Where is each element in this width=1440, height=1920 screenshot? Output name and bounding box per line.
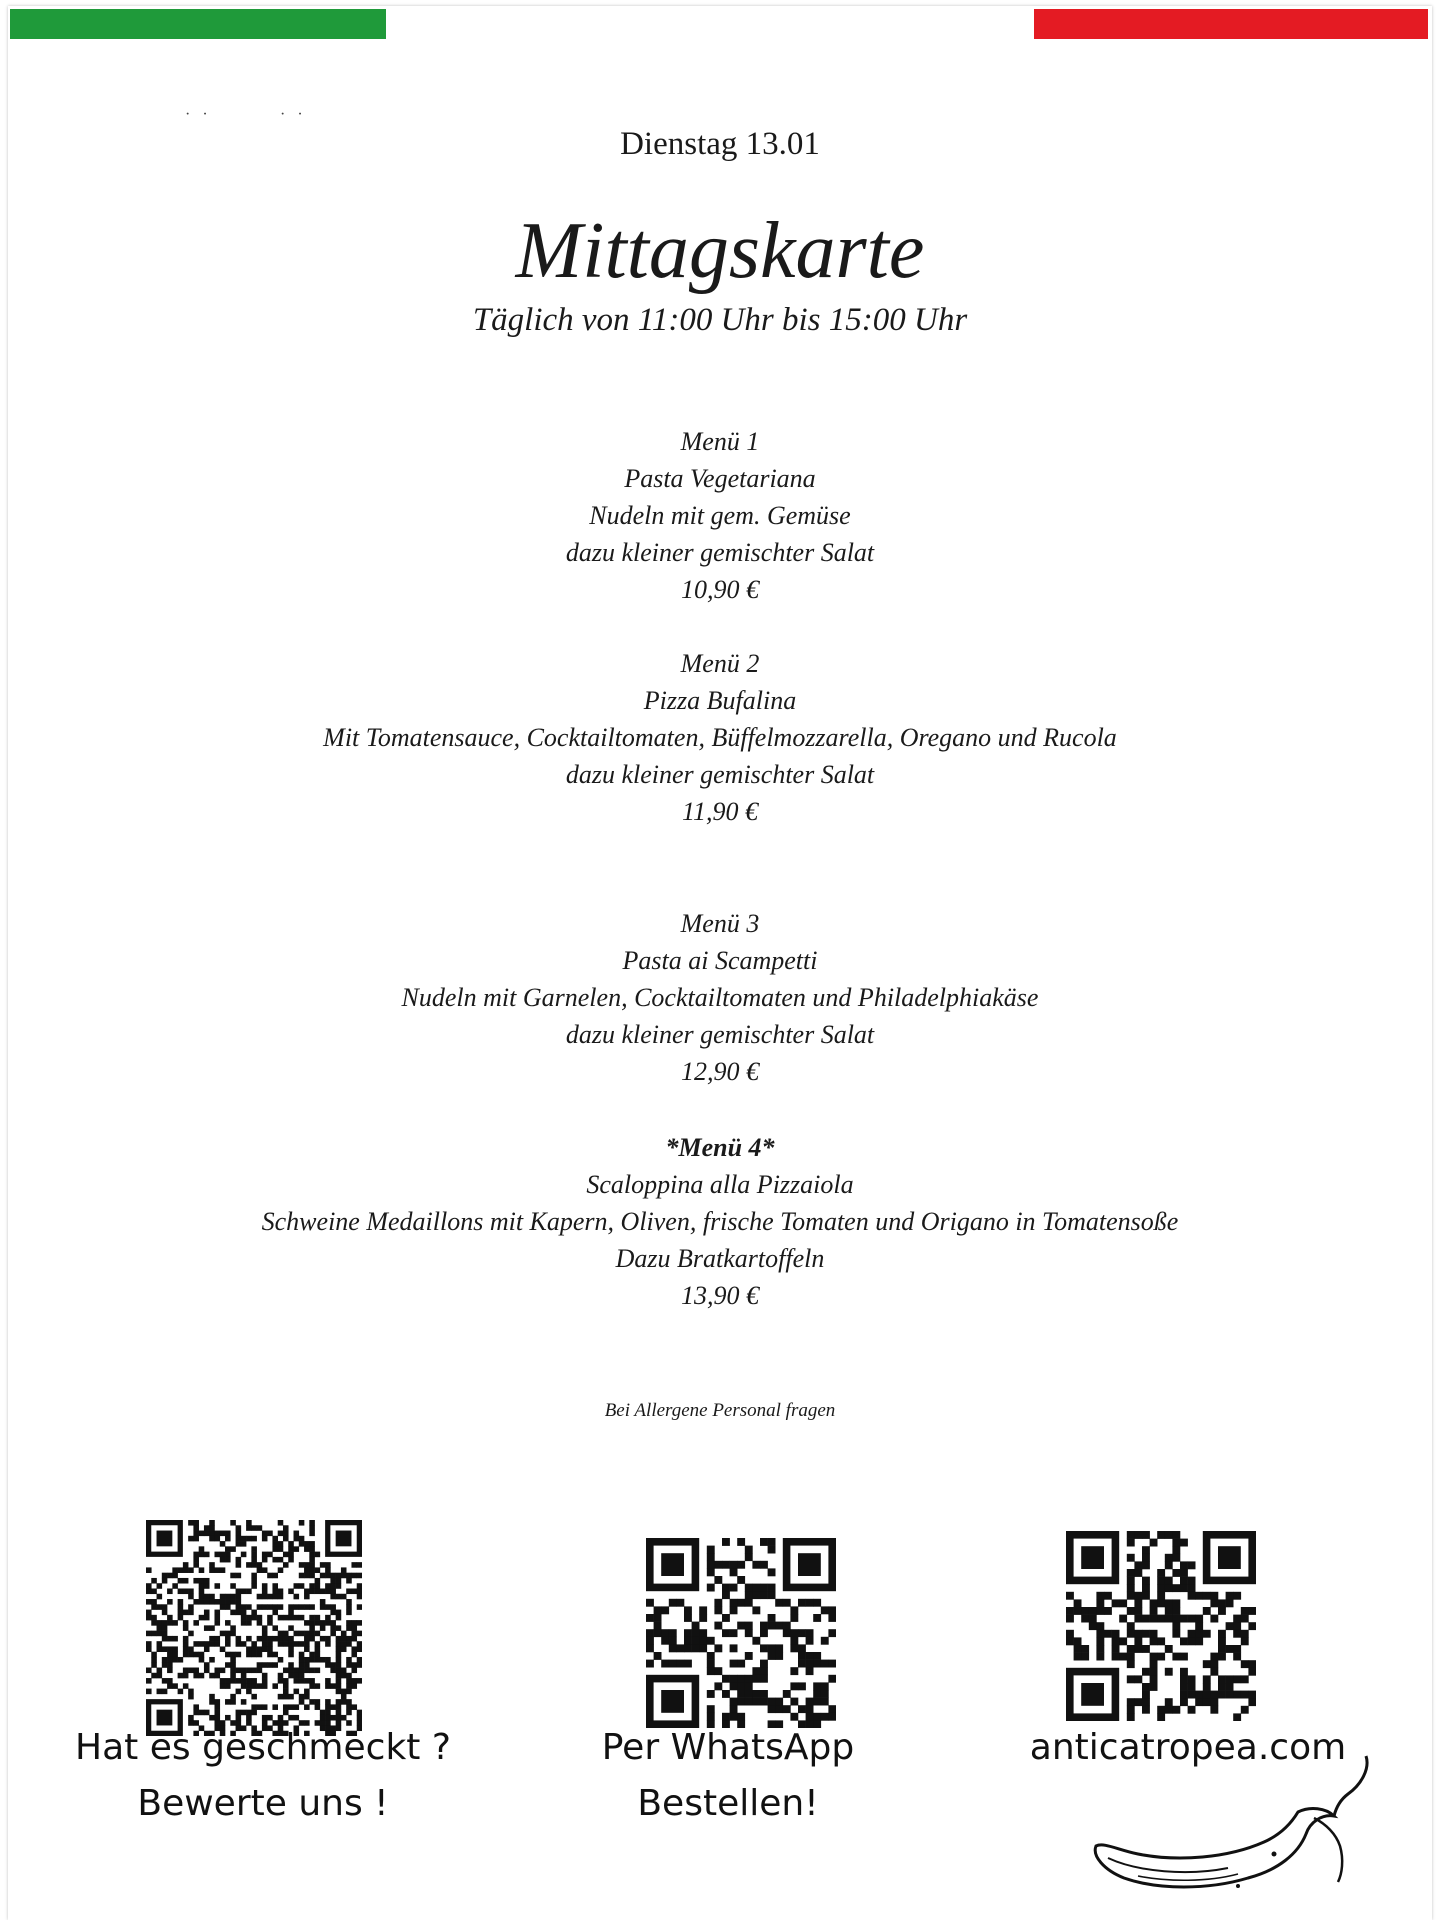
whatsapp-qr-code-icon[interactable] xyxy=(646,1538,836,1728)
review-qr-code-icon[interactable] xyxy=(146,1520,362,1736)
menu-label: Menü 1 xyxy=(680,427,760,456)
menu-item-3 xyxy=(8,905,1432,1090)
menu-item-2 xyxy=(8,645,1432,830)
menu-price: 11,90 € xyxy=(681,797,759,826)
website-link[interactable]: anticatropea.com xyxy=(1029,1727,1347,1768)
menu-label: Menü 3 xyxy=(680,909,760,938)
allergy-note: Bei Allergene Personal fragen xyxy=(604,1400,836,1421)
website-qr-code-icon[interactable] xyxy=(1066,1531,1256,1721)
menu-dish-name: Pasta ai Scampetti xyxy=(622,946,818,975)
menu-side: dazu kleiner gemischter Salat xyxy=(565,760,875,789)
menu-description: Schweine Medaillons mit Kapern, Oliven, frische Tomaten und Origano in Tomatensoße xyxy=(261,1207,1179,1236)
menu-page xyxy=(8,6,1432,1920)
menu-label: *Menü 4* xyxy=(665,1133,775,1162)
menu-price: 13,90 € xyxy=(681,1281,759,1310)
menu-date: Dienstag 13.01 xyxy=(620,126,820,162)
menu-side: Dazu Bratkartoffeln xyxy=(615,1244,825,1273)
menu-dish-name: Scaloppina alla Pizzaiola xyxy=(586,1170,854,1199)
menu-price: 10,90 € xyxy=(681,575,759,604)
menu-price: 12,90 € xyxy=(681,1057,759,1086)
decorative-dots-right: · · xyxy=(280,106,307,123)
menu-item-1 xyxy=(8,423,1432,608)
whatsapp-line-2: Bestellen! xyxy=(637,1783,819,1824)
flag-green-bar xyxy=(10,9,386,39)
menu-side: dazu kleiner gemischter Salat xyxy=(565,538,875,567)
menu-description: Nudeln mit gem. Gemüse xyxy=(589,501,851,530)
menu-dish-name: Pizza Bufalina xyxy=(643,686,797,715)
review-line-1: Hat es geschmeckt ? xyxy=(75,1727,451,1768)
decorative-dots-left: · · xyxy=(185,106,212,123)
menu-description: Nudeln mit Garnelen, Cocktailtomaten und Philadelphiakäse xyxy=(401,983,1039,1012)
menu-dish-name: Pasta Vegetariana xyxy=(624,464,816,493)
flag-red-bar xyxy=(1034,9,1428,39)
menu-description: Mit Tomatensauce, Cocktailtomaten, Büffelmozzarella, Oregano und Rucola xyxy=(323,723,1117,752)
whatsapp-caption xyxy=(548,1720,908,1832)
menu-side: dazu kleiner gemischter Salat xyxy=(565,1020,875,1049)
whatsapp-line-1: Per WhatsApp xyxy=(601,1727,855,1768)
opening-hours: Täglich von 11:00 Uhr bis 15:00 Uhr xyxy=(472,302,968,338)
review-caption xyxy=(48,1720,478,1832)
menu-label: Menü 2 xyxy=(680,649,760,678)
review-line-2: Bewerte uns ! xyxy=(137,1783,389,1824)
chili-pepper-icon xyxy=(1078,1750,1378,1920)
page-title: Mittagskarte xyxy=(515,207,925,295)
menu-item-4 xyxy=(8,1129,1432,1314)
